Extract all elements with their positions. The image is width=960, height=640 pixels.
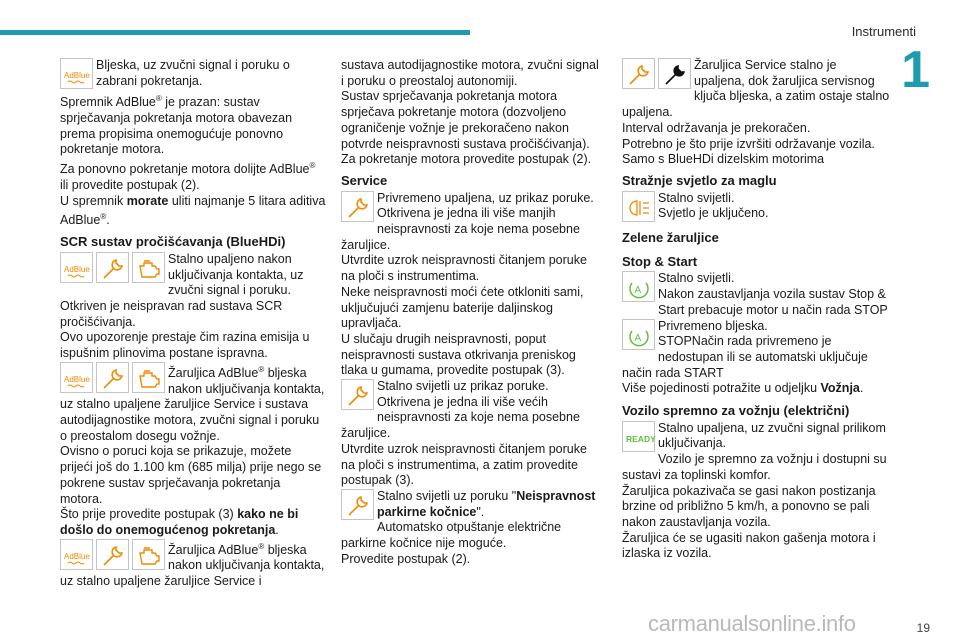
- text-block: Stalno svijetli.: [658, 190, 735, 205]
- text-block: Nakon zaustavljanja vozila sustav Stop & Start prebacuje motor u način rada STOP: [658, 287, 888, 317]
- section-title: Instrumenti: [851, 24, 916, 39]
- engine-icon: [132, 252, 165, 283]
- adblue-icon: AdBlue: [60, 539, 93, 570]
- text-block: Potrebno je što prije izvršiti održavanje vozila.: [622, 136, 875, 151]
- text-block: Više pojedinosti potražite u odjeljku Vožnja.: [622, 381, 864, 396]
- heading: Vozilo spremno za vožnju (električni): [622, 403, 850, 419]
- wrench-icon: [96, 362, 129, 393]
- adblue-icon: AdBlue: [60, 252, 93, 283]
- text-block: Stalno upaljeno nakon uključivanja kontakta, uz zvučni signal i poruku.: [168, 251, 304, 298]
- heading: Service: [341, 172, 388, 188]
- text-block: Za ponovno pokretanje motora dolijte AdBlue® ili provedite postupak (2).: [60, 160, 316, 192]
- adblue-icon: AdBlue: [60, 58, 93, 89]
- svg-text:A: A: [634, 332, 642, 344]
- text-block: Privremeno upaljena, uz prikaz poruke.: [377, 190, 594, 205]
- text-block: Ovo upozorenje prestaje čim razina emisija u ispušnim plinovima postane ispravna.: [60, 330, 310, 361]
- rear-fog-light-icon: [622, 191, 655, 222]
- wrench-icon: [341, 379, 374, 410]
- stop-start-icon: [622, 319, 655, 350]
- text-block: Otkriven je neispravan rad sustava SCR pročišćivanja.: [60, 298, 283, 329]
- text-block: Neke neispravnosti moći ćete otkloniti sami, uključujući zamjenu baterije daljinskog upravljača.: [341, 284, 584, 331]
- heading: SCR sustav pročišćavanja (BlueHDi): [60, 234, 286, 250]
- text-block: Za pokretanje motora provedite postupak (2).: [341, 152, 592, 167]
- text-block: Otkrivena je jedna ili više manjih neispravnosti za koje nema posebne žaruljice.: [341, 206, 580, 252]
- text-block: Automatsko otpuštanje električne parkirne kočnice nije moguće.: [341, 520, 562, 551]
- text-block: Žaruljica pokazivača se gasi nakon postizanja brzine od približno 5 km/h, a ponovno se pali nakon zaustavljanja vozila.: [622, 483, 876, 529]
- text-block: STOPNačin rada privremeno je nedostupan ili se automatski uključuje način rada START: [622, 334, 868, 380]
- text-block: Svjetlo je uključeno.: [658, 206, 769, 221]
- text-block: Žaruljica Service stalno je upaljena, dok žaruljica servisnog ključa bljeska, a zatim ostaje stalno upaljena.: [622, 58, 890, 120]
- heading: Zelene žaruljice: [622, 230, 719, 246]
- ready-icon: [622, 421, 655, 452]
- text-block: Stalno svijetli uz poruku "Neispravnost parkirne kočnice".: [377, 488, 596, 519]
- wrench-icon: [96, 539, 129, 570]
- text-block: sustava autodijagnostike motora, zvučni signal i poruku o preostaloj autonomiji.: [341, 58, 599, 88]
- engine-icon: [132, 539, 165, 570]
- text-block: Interval održavanja je prekoračen.: [622, 120, 811, 135]
- column-3: [622, 58, 890, 562]
- text-block: Ovisno o poruci koja se prikazuje, možete prijeći još do 1.100 km (685 milja) prije nego se pokrene sustav sprječavanja pokretanja motora.: [60, 444, 322, 506]
- wrench-icon: [96, 252, 129, 283]
- text-block: Sustav sprječavanja pokretanja motora sprječava pokretanje motora (dozvoljeno ograničenje vožnje je prekoračeno nakon potvrde neispravnosti sustava pročišćivanja).: [341, 89, 590, 151]
- watermark: carmanualsonline.info: [648, 611, 856, 636]
- wrench-icon: [341, 489, 374, 520]
- text-block: Utvrdite uzrok neispravnosti čitanjem poruke na ploči s instrumentima, a zatim provedite postupak (3).: [341, 441, 587, 488]
- engine-icon: [132, 362, 165, 393]
- text-block: Žaruljica AdBlue® bljeska nakon uključivanja kontakta, uz stalno upaljene žaruljice Service i sustava autodijagnostike motora, zvučni signal i poruku o preostalom dosegu vožnje.: [60, 364, 325, 443]
- text-block: Samo s BlueHDi dizelskim motorima: [622, 152, 825, 167]
- text-block: Provedite postupak (2).: [341, 551, 471, 566]
- heading: Stop & Start: [622, 253, 698, 269]
- text-block: Što prije provedite postupak (3) kako ne bi došlo do onemogućenog pokretanja.: [60, 507, 299, 537]
- heading: Stražnje svjetlo za maglu: [622, 172, 777, 188]
- text-block: U slučaju drugih neispravnosti, poput neispravnosti sustava otkrivanja preniskog tlaka u gumama, provedite postupak (3).: [341, 331, 576, 378]
- service-key-icon: [658, 58, 691, 89]
- text-block: Privremeno bljeska.: [658, 318, 768, 333]
- column-2: [341, 58, 603, 568]
- text-block: Spremnik AdBlue® je prazan: sustav sprječavanja pokretanja motora obavezan prema propisima onemogućuje ponovno pokretanje motora.: [60, 94, 293, 157]
- text-block: Žaruljica AdBlue® bljeska nakon uključivanja kontakta, uz stalno upaljene žaruljice Service i: [60, 541, 325, 589]
- text-block: Žaruljica će se ugasiti nakon gašenja motora i izlaska iz vozila.: [622, 530, 876, 561]
- svg-text:A: A: [634, 285, 642, 297]
- wrench-icon: [622, 58, 655, 89]
- text-block: U spremnik morate uliti najmanje 5 litara aditiva AdBlue®.: [60, 193, 326, 228]
- text-block: Otkrivena je jedna ili više većih neispravnosti za koje nema posebne žaruljice.: [341, 394, 580, 441]
- header-accent-bar: [0, 30, 470, 35]
- text-block: Stalno upaljena, uz zvučni signal prilikom uključivanja.: [658, 420, 886, 451]
- text-block: Utvrdite uzrok neispravnosti čitanjem poruke na ploči s instrumentima.: [341, 253, 587, 284]
- text-block: Bljeska, uz zvučni signal i poruku o zabrani pokretanja.: [96, 58, 290, 88]
- svg-text:READY: READY: [626, 433, 656, 444]
- text-block: Vozilo je spremno za vožnju i dostupni su sustavi za toplinski komfor.: [622, 452, 887, 482]
- adblue-icon: AdBlue: [60, 362, 93, 393]
- page-number: 19: [916, 621, 930, 635]
- stop-start-icon: [622, 271, 655, 302]
- chapter-number: 1: [901, 41, 930, 99]
- text-block: Stalno svijetli.: [658, 271, 735, 286]
- column-1: [60, 58, 326, 590]
- wrench-icon: [341, 191, 374, 222]
- text-block: Stalno svijetli uz prikaz poruke.: [377, 379, 549, 394]
